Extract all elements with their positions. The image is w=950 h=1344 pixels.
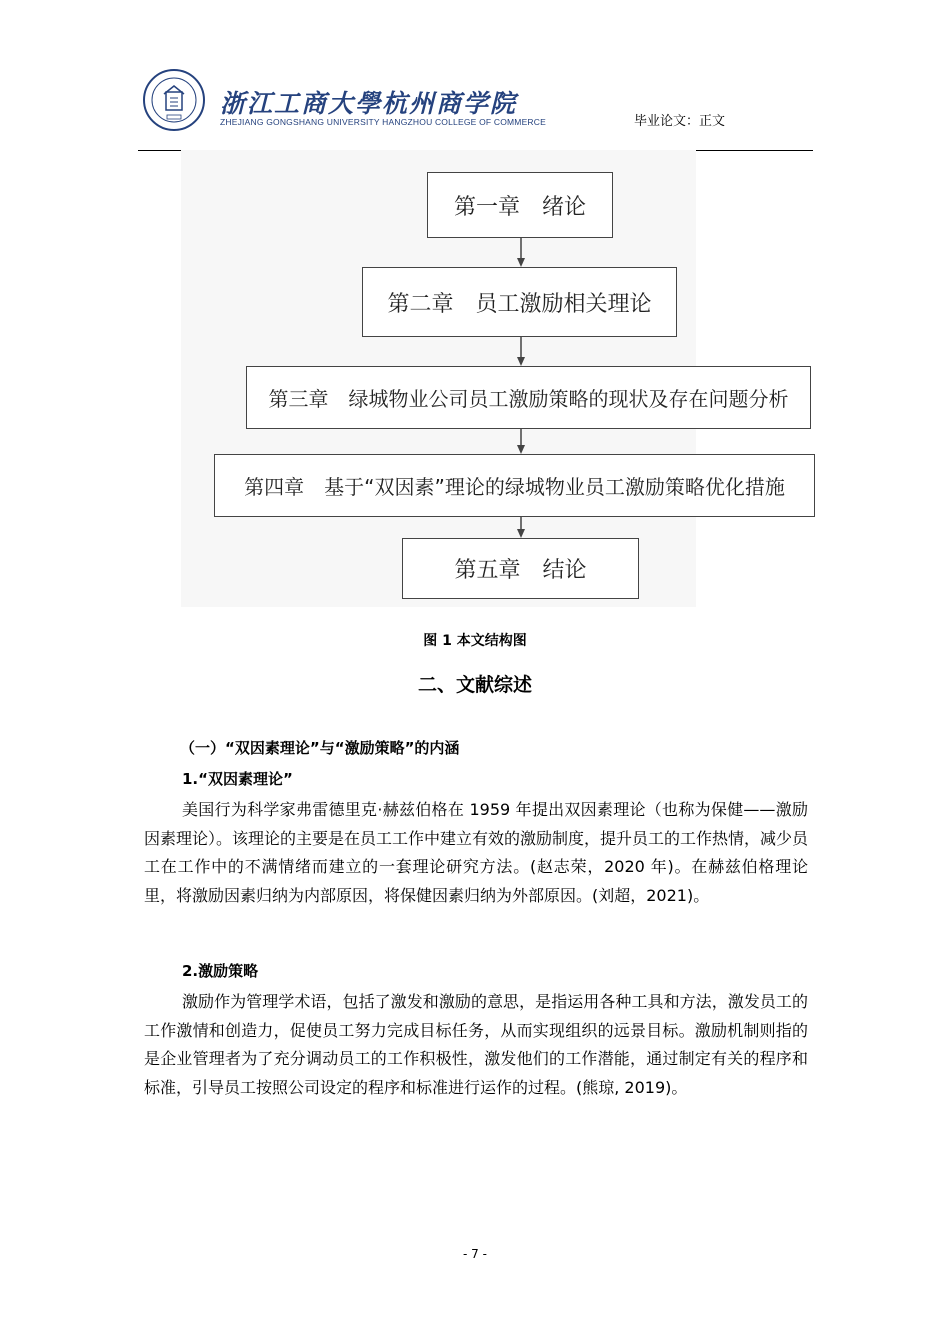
flow-box-chapter-5: 第五章 结论 xyxy=(402,538,639,599)
flow-box-chapter-2: 第二章 员工激励相关理论 xyxy=(362,267,677,337)
item-1-heading: 1.“双因素理论” xyxy=(182,770,293,788)
page-header xyxy=(138,62,813,151)
school-name-cn: 浙江工商大學杭州商学院 xyxy=(220,89,518,118)
document-label: 毕业论文：正文 xyxy=(633,114,725,129)
flow-arrow-2 xyxy=(515,337,527,367)
figure-caption: 图 1 本文结构图 xyxy=(423,633,527,649)
item-2-heading: 2.激励策略 xyxy=(182,962,259,980)
flow-box-chapter-1: 第一章 绪论 xyxy=(427,172,613,238)
university-seal-logo xyxy=(142,68,206,132)
flow-arrow-4 xyxy=(515,517,527,539)
flow-box-chapter-3: 第三章 绿城物业公司员工激励策略的现状及存在问题分析 xyxy=(246,366,811,429)
flow-arrow-3 xyxy=(515,429,527,455)
school-name-en: ZHEJIANG GONGSHANG UNIVERSITY HANGZHOU COLLEGE OF COMMERCE xyxy=(220,117,546,127)
structure-flowchart xyxy=(181,150,789,607)
flow-box-chapter-4: 第四章 基于“双因素”理论的绿城物业员工激励策略优化措施 xyxy=(214,454,815,517)
section-title: 二、文献综述 xyxy=(417,674,532,696)
item-1-paragraph: 美国行为科学家弗雷德里克·赫兹伯格在 1959 年提出双因素理论（也称为保健——激励因素理论）。该理论的主要是在员工工作中建立有效的激励制度，提升员工的工作热情，减少员工在工作中的不满情绪而建立的一套理论研究方法。(赵志荣，2020 年)。在赫兹伯格理论里，将激励因素归纳为内部原因，将保健因素归纳为外部原因。(刘超，2021)。 xyxy=(144,800,809,905)
subsection-heading: （一）“双因素理论”与“激励策略”的内涵 xyxy=(180,739,460,757)
flow-arrow-1 xyxy=(515,238,527,268)
item-2-paragraph: 激励作为管理学术语，包括了激发和激励的意思，是指运用各种工具和方法，激发员工的工作激情和创造力，促使员工努力完成目标任务，从而实现组织的远景目标。激励机制则指的是企业管理者为了充分调动员工的工作积极性，激发他们的工作潜能，通过制定有关的程序和标准，引导员工按照公司设定的程序和标准进行运作的过程。(熊琼, 2019)。 xyxy=(144,992,808,1097)
page-number: - 7 - xyxy=(463,1247,487,1261)
